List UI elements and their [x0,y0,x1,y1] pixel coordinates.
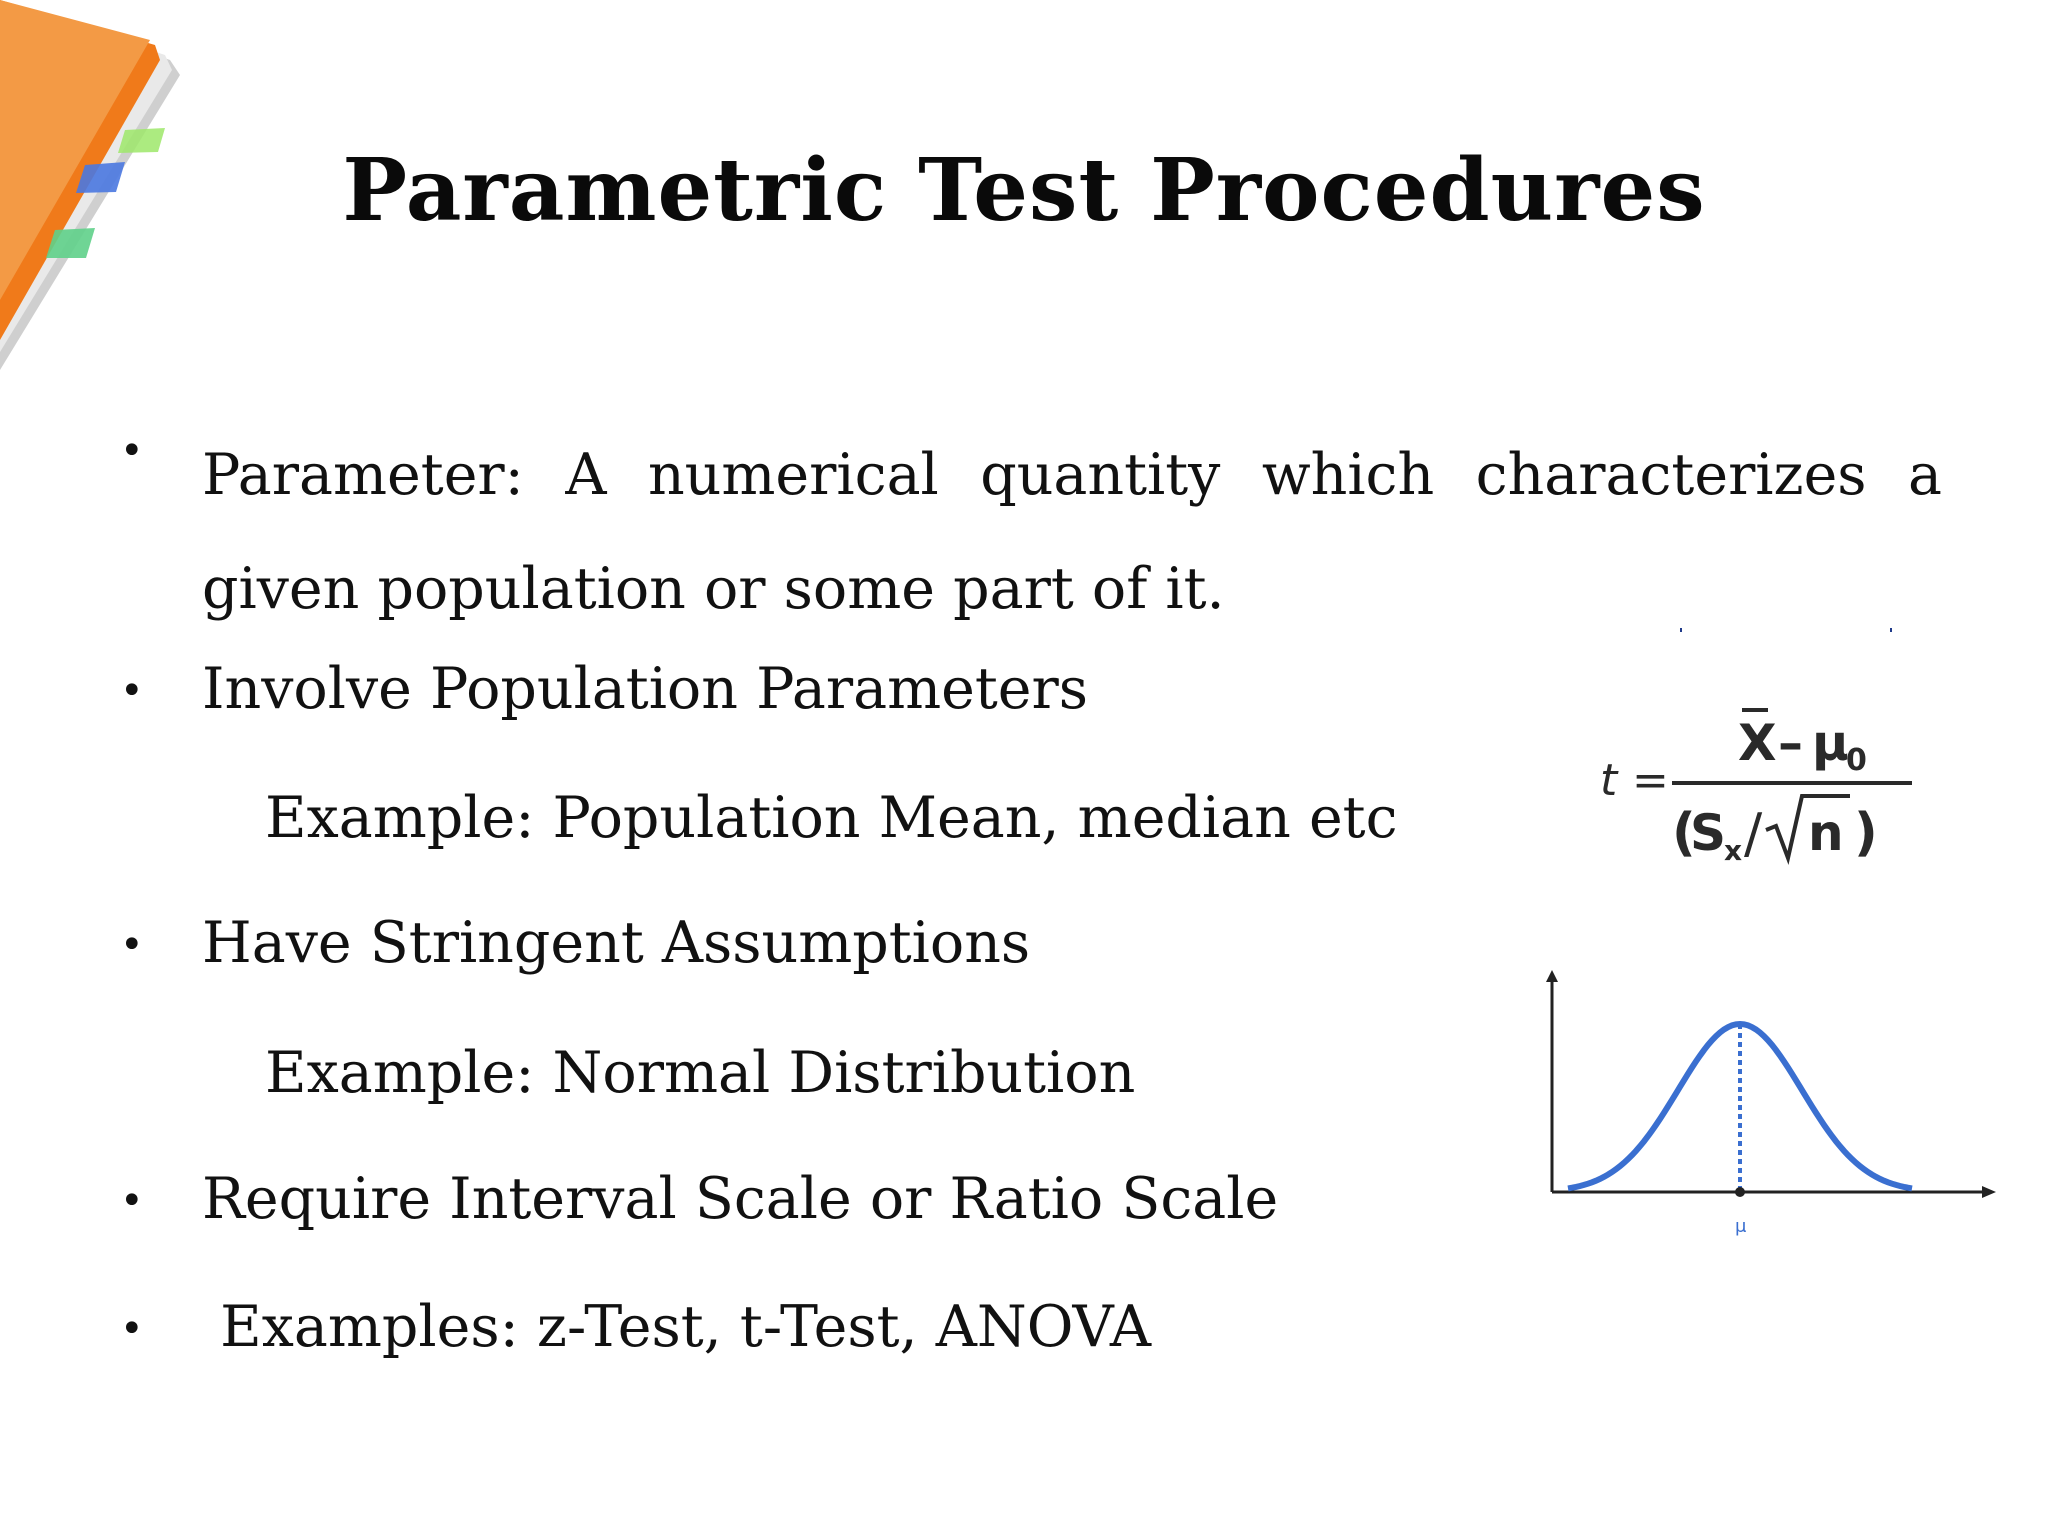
formula-n: n [1808,804,1844,862]
example-population-mean: Example: Population Mean, median etc [265,785,1398,851]
bullet-text-examples: Examples: z-Test, t-Test, ANOVA [202,1294,1151,1360]
bullet-dot: • [120,922,144,968]
bullet-text-parameter: Parameter: A numerical quantity which characterizes a given population or some part of it. [202,442,1942,622]
formula-close-paren: ) [1854,803,1878,863]
formula-s-sub: x [1724,834,1743,867]
mean-label: μ [1735,1216,1747,1237]
formula-mu: μ [1812,714,1849,772]
example-normal-distribution: Example: Normal Distribution [265,1040,1136,1106]
formula-t: t [1600,755,1618,806]
bullet-dot: • [120,668,144,714]
formula-s: S [1690,804,1727,862]
graph-y-arrow-icon [1546,970,1558,982]
formula-equals: = [1632,755,1669,806]
bullet-dot: • [120,1306,144,1352]
formula-mu-sub: 0 [1846,743,1867,778]
bullet-text-scale: Require Interval Scale or Ratio Scale [202,1166,1279,1232]
bullet-dot: • [120,1178,144,1224]
slide-title: Parametric Test Procedures [342,140,1706,241]
normal-distribution-graph [1540,970,2000,1240]
bullet-text-involve: Involve Population Parameters [202,656,1089,722]
t-statistic-formula [1580,620,1940,900]
mean-point [1735,1187,1745,1197]
formula-speck [1890,628,1892,632]
formula-speck [1680,628,1682,632]
graph-x-arrow-icon [1982,1186,1996,1198]
bullet-text-assumptions: Have Stringent Assumptions [202,910,1031,976]
formula-xbar: X [1738,714,1777,772]
formula-minus: – [1778,714,1803,772]
formula-slash: / [1744,802,1763,865]
bullet-dot: • [120,428,144,474]
formula-open-paren: ( [1672,803,1696,863]
